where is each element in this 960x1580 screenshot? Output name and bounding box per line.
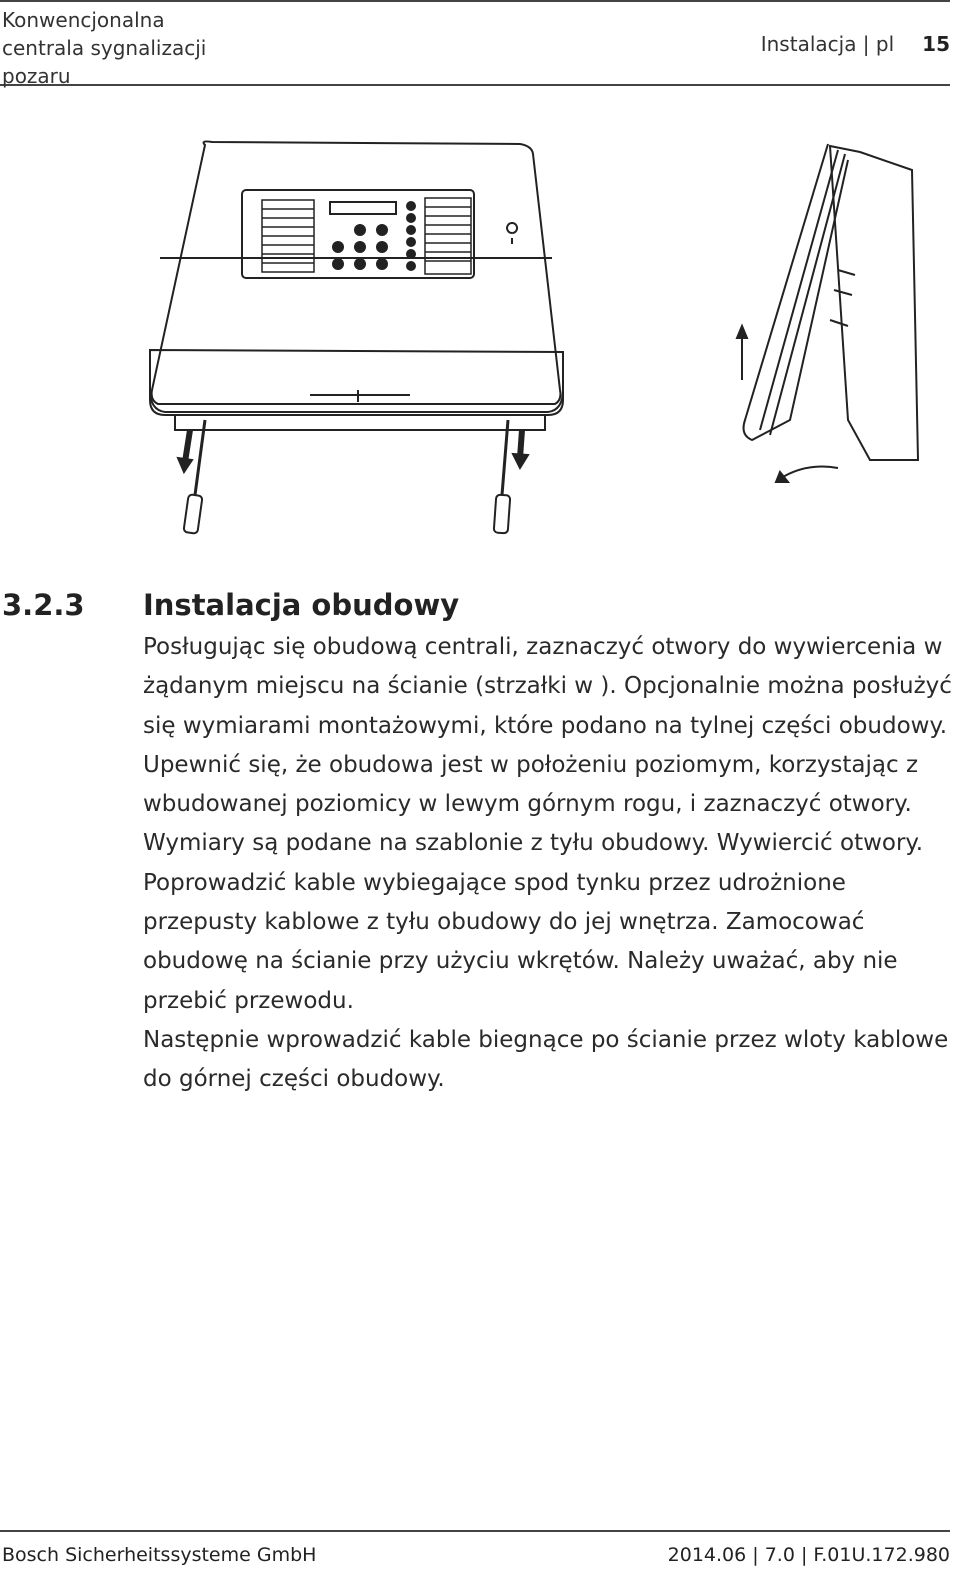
paragraph: Następnie wprowadzić kable biegnące po ścianie przez wloty kablowe do górnej części obudowy. <box>143 1026 949 1093</box>
footer-doc-info: 2014.06 | 7.0 | F.01U.172.980 <box>667 1544 950 1566</box>
page-footer <box>0 1530 950 1572</box>
page-header <box>0 0 950 86</box>
section-body <box>143 628 955 1100</box>
screwdriver-left <box>178 420 205 534</box>
paragraph: Poprowadzić kable wybiegające spod tynku przez udrożnione przepusty kablowe z tyłu obudowy do jej wnętrza. Zamocować obudowę na ścianie przy użyciu wkrętów. Należy uważać, aby nie przebić przewodu. <box>143 869 898 1014</box>
enclosure-installation-illustration <box>0 90 960 550</box>
enclosure-side-view <box>737 144 918 482</box>
header-right <box>761 32 950 56</box>
paragraph: Posługując się obudową centrali, zaznaczyć otwory do wywiercenia w żądanym miejscu na ścianie (strzałki w ). Opcjonalnie można posłużyć się wymiarami montażowymi, które podano na tylnej części obudowy. Upewnić się, że obudowa jest w położeniu poziomym, korzystając z wbudowanej poziomicy w lewym górnym rogu, i zaznaczyć otwory. Wymiary są podane na szablonie z tyłu obudowy. Wywiercić otwory. <box>143 634 952 857</box>
section-number: 3.2.3 <box>2 588 85 622</box>
page-number: 15 <box>922 32 950 56</box>
section-label: Instalacja | pl <box>760 32 895 56</box>
document-title: Konwencjonalna centrala sygnalizacji pozaru <box>2 8 207 88</box>
enclosure-front-view <box>150 141 563 533</box>
section-title: Instalacja obudowy <box>143 588 460 622</box>
footer-company: Bosch Sicherheitssysteme GmbH <box>2 1544 317 1566</box>
screwdriver-right <box>494 420 528 533</box>
